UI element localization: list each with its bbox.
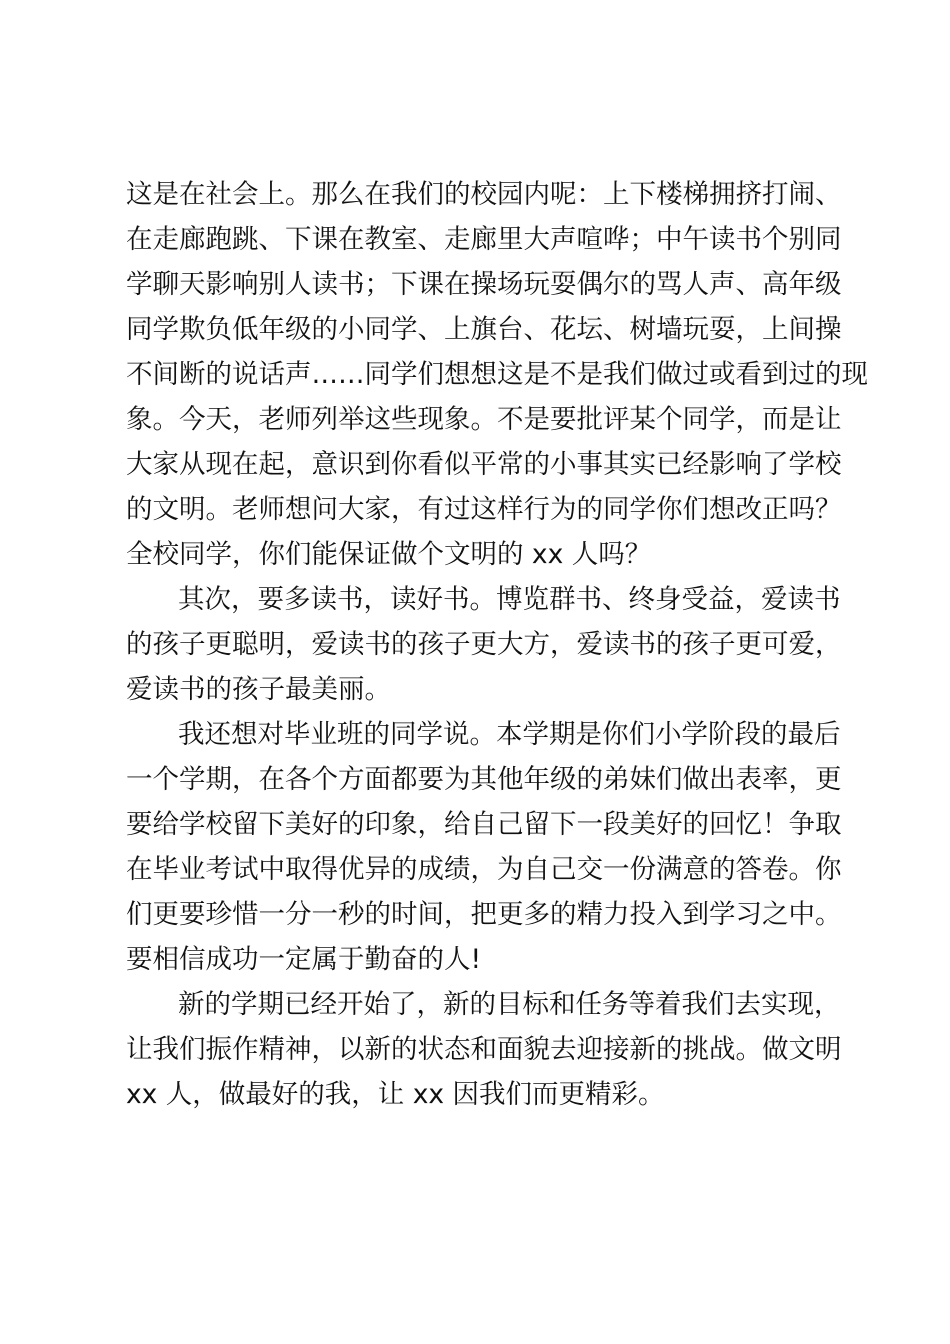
document-body <box>126 172 868 1117</box>
text-line: 让我们振作精神，以新的状态和面貌去迎接新的挑战。做文明 <box>126 1034 842 1065</box>
text-line: 要给学校留下美好的印象，给自己留下一段美好的回忆！争取 <box>126 809 842 840</box>
text-line: xx 人，做最好的我，让 xx 因我们而更精彩。 <box>126 1079 665 1110</box>
text-line: 我还想对毕业班的同学说。本学期是你们小学阶段的最后 <box>178 719 841 750</box>
text-line: 象。今天，老师列举这些现象。不是要批评某个同学，而是让 <box>126 404 842 435</box>
text-line: 要相信成功一定属于勤奋的人! <box>126 944 482 975</box>
text-line: 同学欺负低年级的小同学、上旗台、花坛、树墙玩耍，上间操 <box>126 314 842 345</box>
text-line: 们更要珍惜一分一秒的时间，把更多的精力投入到学习之中。 <box>126 899 842 930</box>
text-line: 其次，要多读书，读好书。博览群书、终身受益，爱读书 <box>178 584 841 615</box>
paragraph-graduates <box>126 712 842 982</box>
paragraph-reading <box>126 577 842 712</box>
text-line: 不间断的说话声……同学们想想这是不是我们做过或看到过的现 <box>126 359 868 390</box>
text-line: 的孩子更聪明，爱读书的孩子更大方，爱读书的孩子更可爱， <box>126 629 842 660</box>
text-line: 这是在社会上。那么在我们的校园内呢：上下楼梯拥挤打闹、 <box>126 179 842 210</box>
text-line: 在走廊跑跳、下课在教室、走廊里大声喧哗；中午读书个别同 <box>126 224 842 255</box>
text-line: 爱读书的孩子最美丽。 <box>126 674 391 705</box>
text-line: 大家从现在起，意识到你看似平常的小事其实已经影响了学校 <box>126 449 842 480</box>
text-line: 学聊天影响别人读书；下课在操场玩耍偶尔的骂人声、高年级 <box>126 269 842 300</box>
text-line: 的文明。老师想问大家，有过这样行为的同学你们想改正吗？ <box>126 494 842 525</box>
paragraph-school-behavior <box>126 172 868 577</box>
text-line: 一个学期，在各个方面都要为其他年级的弟妹们做出表率，更 <box>126 764 842 795</box>
text-line: 全校同学，你们能保证做个文明的 xx 人吗？ <box>126 539 652 570</box>
text-line: 在毕业考试中取得优异的成绩，为自己交一份满意的答卷。你 <box>126 854 842 885</box>
text-line: 新的学期已经开始了，新的目标和任务等着我们去实现， <box>178 989 841 1020</box>
paragraph-new-semester <box>126 982 842 1117</box>
